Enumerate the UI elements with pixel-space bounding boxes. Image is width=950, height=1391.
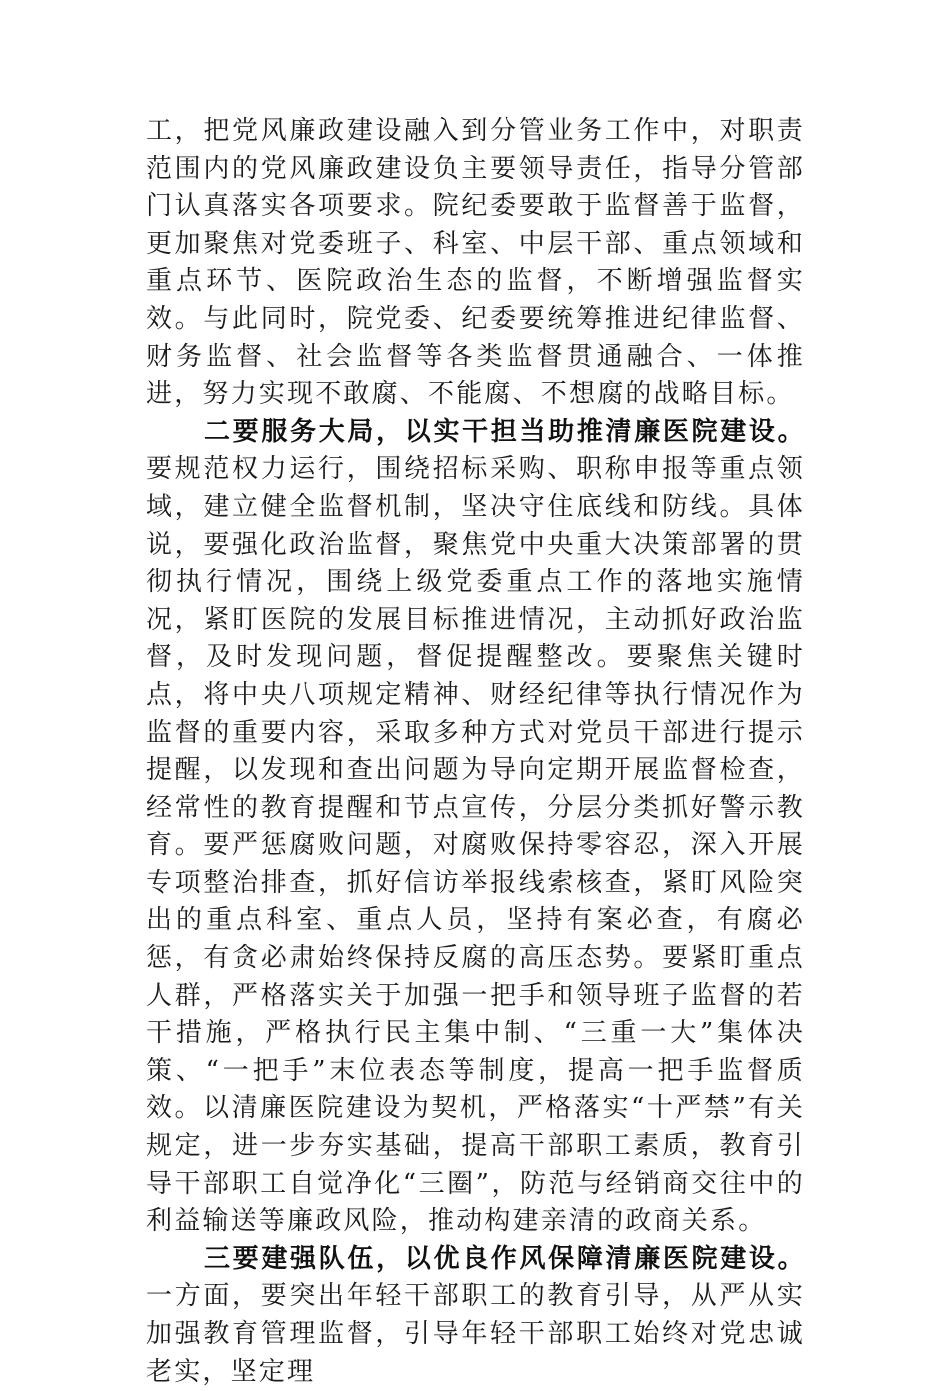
paragraph-serve-overall — [146, 414, 805, 1241]
document-page — [146, 113, 805, 1391]
paragraph-text: 工，把党风廉政建设融入到分管业务工作中，对职责范围内的党风廉政建设负主要领导责任，指导分管部门认真落实各项要求。院纪委要敢于监督善于监督，更加聚焦对党委班子、科室、中层干部、重点领域和重点环节、医院政治生态的监督，不断增强监督实效。与此同时，院党委、纪委要统筹推进纪律监督、财务监督、社会监督等各类监督贯通融合、一体推进，努力实现不敢腐、不能腐、不想腐的战略目标。 — [146, 116, 805, 410]
paragraph-heading: 三要建强队伍，以优良作风保障清廉医院建设。 — [204, 1243, 805, 1274]
paragraph-continuation — [146, 113, 805, 414]
paragraph-build-team — [146, 1241, 805, 1391]
paragraph-heading: 二要服务大局，以实干担当助推清廉医院建设。 — [204, 416, 805, 447]
paragraph-text: 要规范权力运行，围绕招标采购、职称申报等重点领域，建立健全监督机制，坚决守住底线和防线。具体说，要强化政治监督，聚焦党中央重大决策部署的贯彻执行情况，围绕上级党委重点工作的落地实施情况，紧盯医院的发展目标推进情况，主动抓好政治监督，及时发现问题，督促提醒整改。要聚焦关键时点，将中央八项规定精神、财经纪律等执行情况作为监督的重要内容，采取多种方式对党员干部进行提示提醒，以发现和查出问题为导向定期开展监督检查，经常性的教育提醒和节点宣传，分层分类抓好警示教育。要严惩腐败问题，对腐败保持零容忍，深入开展专项整治排查，抓好信访举报线索核查，紧盯风险突出的重点科室、重点人员，坚持有案必查，有腐必惩，有贪必肃始终保持反腐的高压态势。要紧盯重点人群，严格落实关于加强一把手和领导班子监督的若干措施，严格执行民主集中制、“三重一大”集体决策、“一把手”末位表态等制度，提高一把手监督质效。以清廉医院建设为契机，严格落实“十严禁”有关规定，进一步夯实基础，提高干部职工素质，教育引导干部职工自觉净化“三圈”，防范与经销商交往中的利益输送等廉政风险，推动构建亲清的政商关系。 — [146, 454, 805, 1237]
paragraph-text: 一方面，要突出年轻干部职工的教育引导，从严从实加强教育管理监督，引导年轻干部职工始终对党忠诚老实，坚定理 — [146, 1281, 805, 1387]
